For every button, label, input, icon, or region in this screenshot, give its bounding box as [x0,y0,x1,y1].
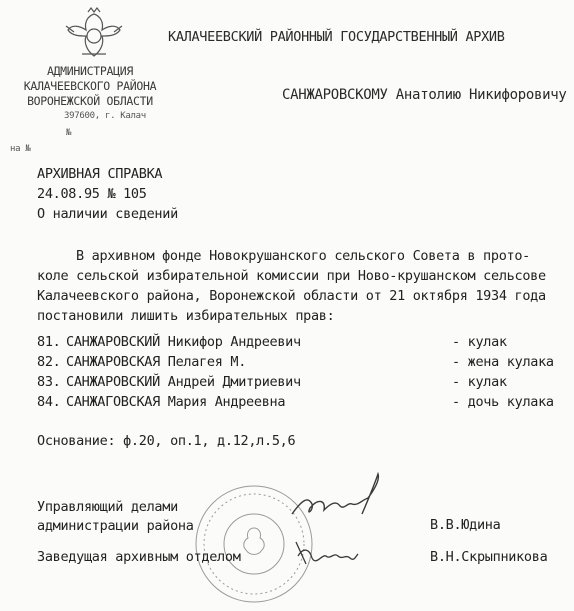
document-date-number: 24.08.95 № 105 [37,186,147,202]
entry-status: - кулак [452,334,507,350]
stamp-line-5: № [66,128,72,138]
entry-status: - дочь кулака [452,394,554,410]
stamp-line-2: КАЛАЧЕЕВСКОГО РАЙОНА [23,79,157,93]
entry-number: 81. [37,334,61,350]
entry-name: САНЖАГОВСКАЯ Мария Андреевна [66,394,286,410]
paragraph-line-2: коле сельской избирательной комиссии при Ново-крушанском сельсове [37,268,546,284]
paragraph-line-1: В архивном фонде Новокрушанского сельского Совета в прото- [76,248,531,264]
head-signature [292,534,362,574]
entry-name: САНЖАРОВСКИЙ Андрей Дмитриевич [66,374,301,390]
stamp-line-6: на № [10,144,31,154]
recipient: САНЖАРОВСКОМУ Анатолию Никифоровичу [282,87,567,103]
paragraph-line-3: Калачеевского района, Воронежской области от 21 октября 1934 года [37,288,546,304]
paragraph-line-4: постановили лишить избирательных прав: [37,308,335,324]
stamp-line-4: 397600, г. Калач [64,111,146,121]
entry-status: - кулак [452,374,507,390]
entry-number: 84. [37,394,61,410]
manager-title-2: администрации района [37,518,194,534]
stamp-line-1: АДМИНИСТРАЦИЯ [46,64,134,78]
stamp-line-3: ВОРОНЕЖСКОЙ ОБЛАСТИ [27,94,153,108]
administration-stamp [0,0,190,160]
entry-name: САНЖАРОВСКИЙ Никифор Андреевич [66,334,301,350]
document-title: АРХИВНАЯ СПРАВКА [37,166,163,182]
entry-status: - жена кулака [452,354,554,370]
coat-of-arms-icon [62,6,126,64]
basis-reference: Основание: ф.20, оп.1, д.12,л.5,6 [37,433,296,449]
head-title: Заведущая архивным отделом [37,549,241,565]
manager-title-1: Управляющий делами [37,499,178,515]
entry-name: САНЖАРОВСКАЯ Пелагея М. [66,354,247,370]
head-name: В.Н.Скрыпникова [430,549,548,565]
entry-number: 83. [37,374,61,390]
document-subject: О наличии сведений [37,206,178,222]
archive-name: КАЛАЧЕЕВСКИЙ РАЙОННЫЙ ГОСУДАРСТВЕННЫЙ АРХИВ [168,29,505,45]
manager-name: В.В.Юдина [430,517,501,533]
entry-number: 82. [37,354,61,370]
manager-signature [288,470,388,530]
